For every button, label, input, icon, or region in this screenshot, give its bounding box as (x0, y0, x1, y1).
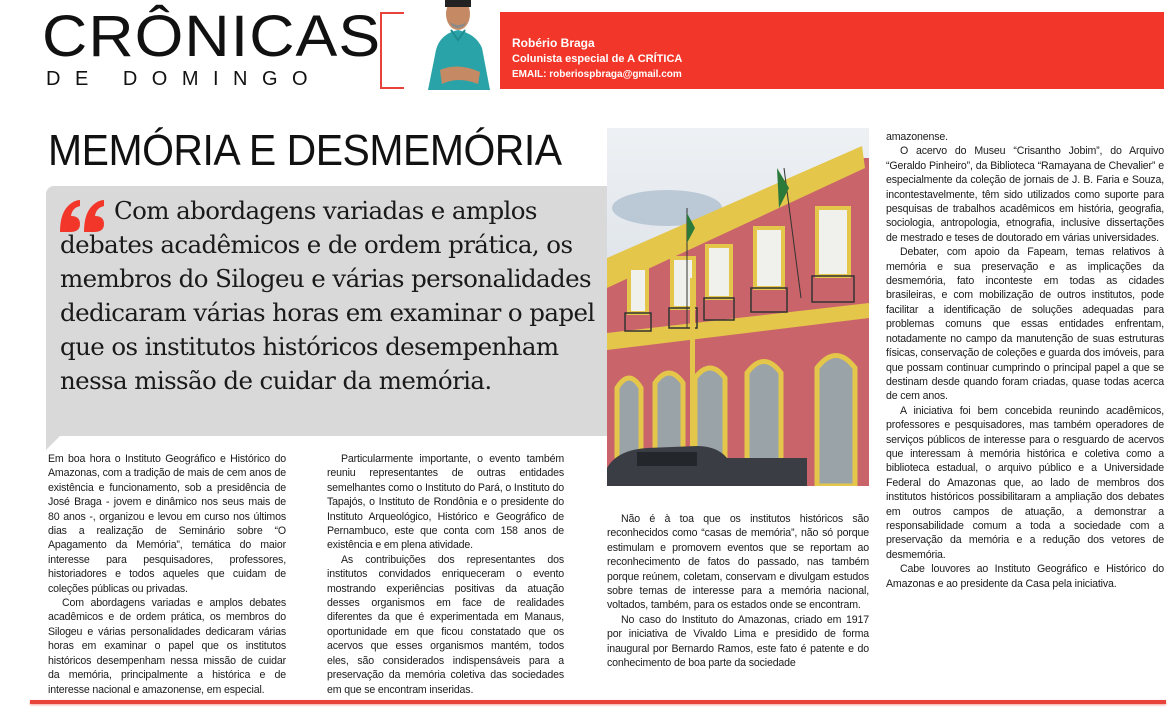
bottom-divider (30, 700, 1166, 704)
article-paragraph: Não é à toa que os institutos históricos são reconhecidos como “casas de memória”, não só porque estimulam e promovem eventos que se reportam ao reconhecimento de fatos do passado, nas também porque reúnem, coletam, conservam e divulgam estudos sobre temas de interesse para a memória nacional, voltados, também, para os estados onde se encontram. (607, 513, 869, 612)
article-continuation: amazonense. (886, 131, 948, 143)
article-paragraph: Debater, com apoio da Fapeam, temas relativos à memória e sua preservação e as implicações da desmemória, fato inconteste em todas as cidades brasileiras, e com mobilização de outros institutos, pode facilitar a identificação de soluções adequadas para problemas comuns que essas entidades enfrentam, notadamente no campo da manutenção de suas estruturas físicas, conservação de coleções e guarda dos imóveis, para que possam continuar cumprindo o principal papel a que se destinam desde quando foram criadas, quase todas acerca de cem anos. (886, 246, 1164, 403)
article-paragraph: No caso do Instituto do Amazonas, criado em 1917 por iniciativa de Vivaldo Lima e presidido de forma inaugural por Bernardo Ramos, este fato é patente e do conhecimento de boa parte da sociedade (607, 613, 869, 670)
article-column-4 (886, 130, 1164, 591)
author-role: Colunista especial de A CRÍTICA (512, 53, 683, 65)
article-column-3 (607, 512, 869, 670)
decorative-bracket (380, 12, 404, 89)
article-paragraph: O acervo do Museu “Crisantho Jobim”, do Arquivo “Geraldo Pinheiro”, da Biblioteca “Ramayana de Chevalier” e especialmente da coleção de jornais de J. B. Faria e Souza, incontestavelmente, têm sido utilizados como suporte para pesquisas de trabalhos acadêmicos em história, geografia, sociologia, antropologia, etnografia, inclusive dissertações de mestrado e teses de doutorado em várias universidades. (886, 145, 1164, 244)
author-email[interactable]: EMAIL: roberiospbraga@gmail.com (512, 69, 682, 80)
article-paragraph: Com abordagens variadas e amplos debates acadêmicos e de ordem prática, os membros do Silogeu e várias personalidades dedicaram várias horas em examinar o papel que os institutos históricos desempenham nessa missão de cuidar da memória, principalmente a histórica e de interesse nacional e amazonense, em especial. (48, 597, 286, 696)
pull-quote-text: Com abordagens variadas e amplos debates acadêmicos e de ordem prática, os membros do Silogeu e várias personalidades dedicaram várias horas em examinar o papel que os institutos históricos desempenham nessa missão de cuidar da memória. (60, 196, 595, 395)
article-column-1 (48, 452, 286, 697)
pull-quote-tail (46, 436, 60, 450)
article-paragraph: A iniciativa foi bem concebida reunindo acadêmicos, professores e pesquisadores, mas também operadores de serviços públicos de interesse para o resguardo de acervos que interessam à memória histórica e coletiva como a biblioteca estadual, o arquivo público e a Universidade Federal do Amazonas que, ao lado de membros dos institutos históricos possibilitaram a ampliação dos debates em outros campos de atuação, a demonstrar a responsabilidade comum a toda a sociedade com a preservação da memória e a redução dos vetores de desmemória. (886, 404, 1164, 561)
article-paragraph: As contribuições dos representantes dos institutos convidados enriqueceram o evento mostrando experiências positivas da atuação desses organismos em face de realidades diferentes da que é experimentada em Manaus, oportunidade em que ficou constatado que os acervos que esses organismos mantém, todos eles, são considerados indispensáveis para a preservação da memória coletiva das sociedades em que se encontram inseridas. (327, 553, 564, 696)
article-paragraph: Particularmente importante, o evento também reuniu representantes de outras entidades semelhantes como o Instituto do Pará, o Instituto do Tapajós, o Instituto de Rondônia e o presidente do Instituto Arqueológico, Histórico e Geográfico de Pernambuco, este que conta com 158 anos de existência e em plena atividade. (327, 453, 564, 552)
column-logo-subtitle: DE DOMINGO (46, 68, 323, 90)
author-photo (418, 0, 500, 90)
column-logo-title: CRÔNICAS (42, 4, 382, 69)
article-paragraph: Cabe louvores ao Instituto Geográfico e Histórico do Amazonas e ao presidente da Casa pela iniciativa. (886, 563, 1164, 590)
building-photo (607, 128, 869, 486)
author-name: Robério Braga (512, 36, 595, 50)
article-paragraph: Em boa hora o Instituto Geográfico e Histórico do Amazonas, com a tradição de mais de cem anos de existência e funcionamento, sob a presidência de José Braga - jovem e dinâmico nos seus mais de 80 anos -, organizou e levou em curso nos últimos dias a realização de Seminário sobre “O Apagamento da Memória”, temática do maior interesse para pesquisadores, professores, historiadores e todos aqueles que cuidam de coleções públicas ou privadas. (48, 453, 286, 595)
article-headline: MEMÓRIA E DESMEMÓRIA (48, 126, 562, 175)
author-info-banner (500, 12, 1164, 89)
article-column-2 (327, 452, 564, 697)
